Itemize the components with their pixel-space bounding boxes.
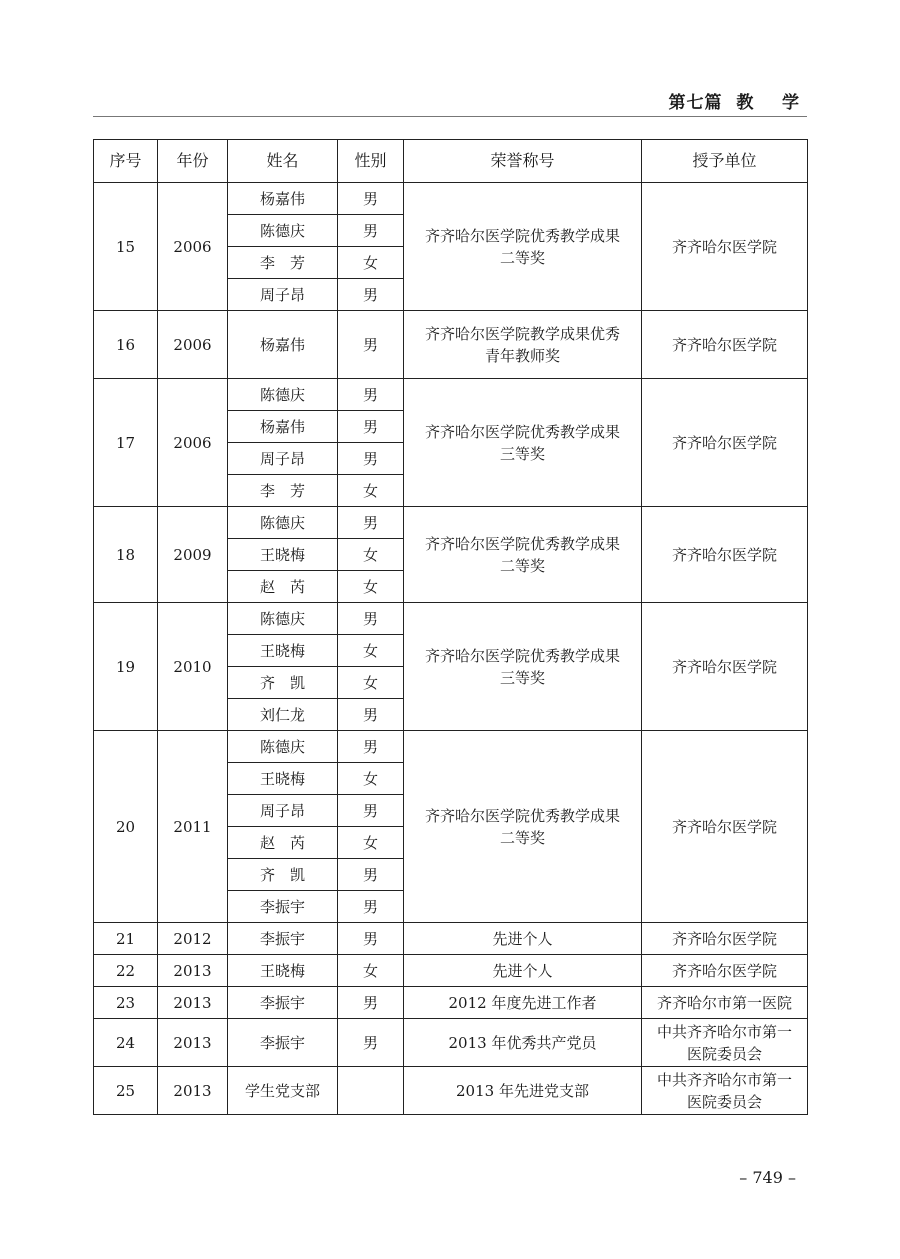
honor-title-cell-line: 齐齐哈尔医学院优秀教学成果 [424, 806, 620, 825]
table-row [94, 1067, 808, 1115]
gender-cell: 男 [338, 443, 404, 475]
name-cell: 陈德庆 [228, 731, 338, 763]
table-row [94, 183, 808, 215]
honor-title-cell-line: 二等奖 [499, 248, 545, 267]
year-cell: 2011 [158, 731, 228, 923]
awarding-unit-cell-line: 齐齐哈尔医学院 [671, 237, 777, 256]
awarding-unit-cell [642, 1019, 808, 1067]
honor-title-cell [404, 1019, 642, 1067]
awarding-unit-cell [642, 311, 808, 379]
name-cell: 刘仁龙 [228, 699, 338, 731]
honor-title-cell [404, 1067, 642, 1115]
honor-title-cell-line: 2012 年度先进工作者 [448, 993, 597, 1012]
gender-cell: 男 [338, 215, 404, 247]
name-cell: 齐 凯 [228, 859, 338, 891]
name-cell: 李振宇 [228, 891, 338, 923]
table-row [94, 603, 808, 635]
name-cell: 王晓梅 [228, 955, 338, 987]
gender-cell: 男 [338, 1019, 404, 1067]
gender-cell: 女 [338, 763, 404, 795]
year-cell: 2012 [158, 923, 228, 955]
table-row [94, 507, 808, 539]
serial-number-cell: 23 [94, 987, 158, 1019]
name-cell: 齐 凯 [228, 667, 338, 699]
gender-cell: 男 [338, 795, 404, 827]
header-rule [93, 116, 807, 117]
name-cell: 杨嘉伟 [228, 183, 338, 215]
gender-cell: 男 [338, 923, 404, 955]
year-cell: 2013 [158, 1019, 228, 1067]
year-cell: 2006 [158, 183, 228, 311]
gender-cell: 男 [338, 279, 404, 311]
serial-number-cell: 20 [94, 731, 158, 923]
name-cell: 王晓梅 [228, 635, 338, 667]
serial-number-cell: 25 [94, 1067, 158, 1115]
honor-title-cell-line: 二等奖 [499, 556, 545, 575]
honor-title-cell-line: 齐齐哈尔医学院优秀教学成果 [424, 534, 620, 553]
honor-title-cell-line: 二等奖 [499, 828, 545, 847]
name-cell: 王晓梅 [228, 539, 338, 571]
honor-title-cell-line: 先进个人 [492, 929, 553, 948]
year-cell: 2013 [158, 1067, 228, 1115]
name-cell: 赵 芮 [228, 571, 338, 603]
awarding-unit-cell-line: 医院委员会 [686, 1092, 762, 1111]
honor-title-cell-line: 三等奖 [499, 668, 545, 687]
name-cell: 王晓梅 [228, 763, 338, 795]
awarding-unit-cell [642, 507, 808, 603]
name-cell: 陈德庆 [228, 379, 338, 411]
name-cell: 周子昂 [228, 795, 338, 827]
honor-title-cell-line: 2013 年优秀共产党员 [448, 1033, 597, 1052]
serial-number-cell: 22 [94, 955, 158, 987]
column-header: 荣誉称号 [404, 140, 642, 183]
honor-title-cell-line: 青年教师奖 [484, 346, 560, 365]
serial-number-cell: 19 [94, 603, 158, 731]
year-cell: 2010 [158, 603, 228, 731]
name-cell: 周子昂 [228, 443, 338, 475]
table-row [94, 311, 808, 379]
column-header: 授予单位 [642, 140, 808, 183]
name-cell: 李 芳 [228, 247, 338, 279]
name-cell: 李 芳 [228, 475, 338, 507]
name-cell: 杨嘉伟 [228, 411, 338, 443]
column-header: 年份 [158, 140, 228, 183]
serial-number-cell: 18 [94, 507, 158, 603]
serial-number-cell: 17 [94, 379, 158, 507]
honor-title-cell [404, 379, 642, 507]
awarding-unit-cell [642, 603, 808, 731]
name-cell: 杨嘉伟 [228, 311, 338, 379]
awarding-unit-cell [642, 379, 808, 507]
year-cell: 2006 [158, 311, 228, 379]
table-row [94, 379, 808, 411]
table-row [94, 955, 808, 987]
year-cell: 2006 [158, 379, 228, 507]
table-header-row [94, 140, 808, 183]
honor-title-cell [404, 987, 642, 1019]
honor-title-cell-line: 三等奖 [499, 444, 545, 463]
gender-cell: 男 [338, 311, 404, 379]
honors-table-body [94, 140, 808, 1115]
awarding-unit-cell [642, 955, 808, 987]
name-cell: 学生党支部 [228, 1067, 338, 1115]
serial-number-cell: 15 [94, 183, 158, 311]
table-row [94, 1019, 808, 1067]
honor-title-cell-line: 齐齐哈尔医学院优秀教学成果 [424, 422, 620, 441]
honors-table [93, 139, 808, 1115]
awarding-unit-cell-line: 齐齐哈尔医学院 [671, 657, 777, 676]
gender-cell: 男 [338, 731, 404, 763]
awarding-unit-cell-line: 医院委员会 [686, 1044, 762, 1063]
serial-number-cell: 24 [94, 1019, 158, 1067]
table-row [94, 923, 808, 955]
gender-cell: 女 [338, 955, 404, 987]
honor-title-cell [404, 955, 642, 987]
column-header: 姓名 [228, 140, 338, 183]
gender-cell: 男 [338, 859, 404, 891]
awarding-unit-cell-line: 齐齐哈尔医学院 [671, 545, 777, 564]
honor-title-cell [404, 603, 642, 731]
honor-title-cell [404, 507, 642, 603]
name-cell: 周子昂 [228, 279, 338, 311]
page-number: – 749 – [739, 1168, 796, 1187]
gender-cell: 男 [338, 507, 404, 539]
honor-title-cell [404, 183, 642, 311]
awarding-unit-cell [642, 1067, 808, 1115]
serial-number-cell: 16 [94, 311, 158, 379]
awarding-unit-cell-line: 齐齐哈尔医学院 [671, 929, 777, 948]
awarding-unit-cell-line: 齐齐哈尔市第一医院 [656, 993, 792, 1012]
running-head-section-title: 第七篇 教 学 [668, 93, 800, 113]
gender-cell: 男 [338, 699, 404, 731]
gender-cell: 男 [338, 891, 404, 923]
gender-cell: 男 [338, 379, 404, 411]
awarding-unit-cell-line: 中共齐齐哈尔市第一 [656, 1022, 792, 1041]
gender-cell: 男 [338, 411, 404, 443]
gender-cell: 男 [338, 987, 404, 1019]
name-cell: 李振宇 [228, 987, 338, 1019]
year-cell: 2013 [158, 955, 228, 987]
awarding-unit-cell [642, 987, 808, 1019]
name-cell: 赵 芮 [228, 827, 338, 859]
honor-title-cell-line: 2013 年先进党支部 [456, 1081, 589, 1100]
gender-cell: 男 [338, 183, 404, 215]
awarding-unit-cell-line: 中共齐齐哈尔市第一 [656, 1070, 792, 1089]
gender-cell: 女 [338, 635, 404, 667]
gender-cell: 女 [338, 475, 404, 507]
name-cell: 陈德庆 [228, 603, 338, 635]
honor-title-cell-line: 先进个人 [492, 961, 553, 980]
awarding-unit-cell [642, 923, 808, 955]
awarding-unit-cell [642, 731, 808, 923]
gender-cell [338, 1067, 404, 1115]
year-cell: 2013 [158, 987, 228, 1019]
table-row [94, 987, 808, 1019]
honor-title-cell [404, 731, 642, 923]
gender-cell: 女 [338, 667, 404, 699]
gender-cell: 女 [338, 247, 404, 279]
table-row [94, 731, 808, 763]
awarding-unit-cell [642, 183, 808, 311]
year-cell: 2009 [158, 507, 228, 603]
honor-title-cell-line: 齐齐哈尔医学院优秀教学成果 [424, 226, 620, 245]
awarding-unit-cell-line: 齐齐哈尔医学院 [671, 433, 777, 452]
awarding-unit-cell-line: 齐齐哈尔医学院 [671, 817, 777, 836]
name-cell: 李振宇 [228, 923, 338, 955]
honor-title-cell [404, 311, 642, 379]
name-cell: 陈德庆 [228, 507, 338, 539]
gender-cell: 女 [338, 539, 404, 571]
honor-title-cell [404, 923, 642, 955]
honor-title-cell-line: 齐齐哈尔医学院优秀教学成果 [424, 646, 620, 665]
gender-cell: 男 [338, 603, 404, 635]
awarding-unit-cell-line: 齐齐哈尔医学院 [671, 961, 777, 980]
honor-title-cell-line: 齐齐哈尔医学院教学成果优秀 [424, 324, 620, 343]
gender-cell: 女 [338, 827, 404, 859]
column-header: 性别 [338, 140, 404, 183]
name-cell: 陈德庆 [228, 215, 338, 247]
awarding-unit-cell-line: 齐齐哈尔医学院 [671, 335, 777, 354]
gender-cell: 女 [338, 571, 404, 603]
serial-number-cell: 21 [94, 923, 158, 955]
column-header: 序号 [94, 140, 158, 183]
name-cell: 李振宇 [228, 1019, 338, 1067]
